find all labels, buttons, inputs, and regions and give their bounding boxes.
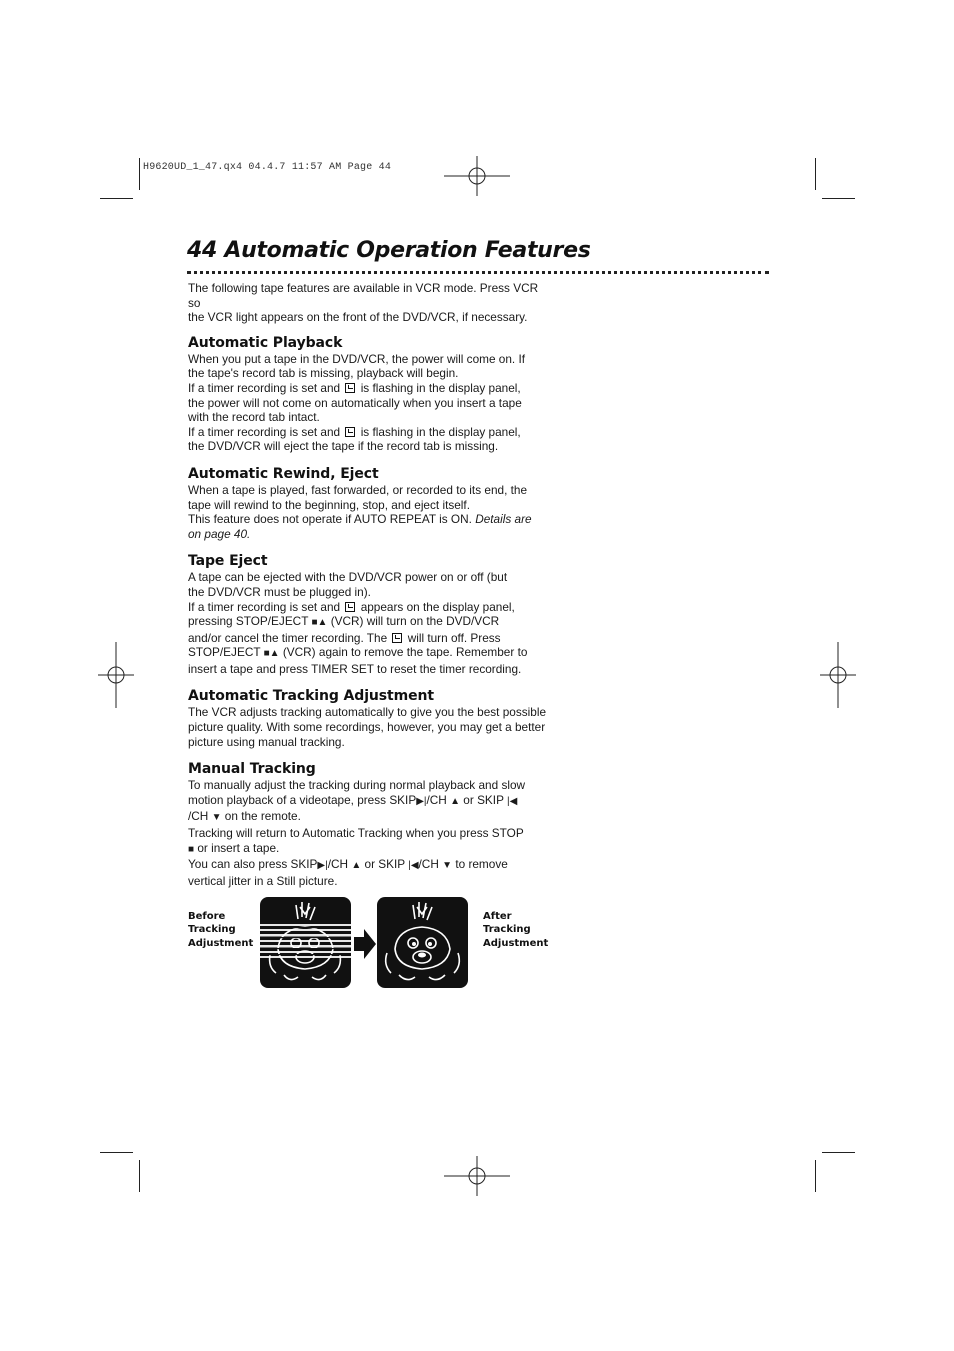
up-arrow-icon: ▲ bbox=[351, 860, 362, 872]
main-content bbox=[188, 281, 548, 888]
body-line bbox=[188, 381, 548, 396]
tv-before-image bbox=[260, 897, 351, 988]
text-run: If a timer recording is set and bbox=[188, 599, 341, 614]
timer-icon bbox=[392, 633, 402, 643]
body-line bbox=[188, 425, 548, 440]
body-line: When you put a tape in the DVD/VCR, the power will come on. If bbox=[188, 351, 526, 366]
section-tape-eject bbox=[188, 553, 548, 676]
text-run: on the remote. bbox=[224, 809, 301, 824]
registration-mark-icon bbox=[820, 642, 856, 708]
section-heading: Automatic Playback bbox=[188, 334, 343, 351]
section-heading: Automatic Tracking Adjustment bbox=[188, 688, 434, 705]
crop-mark-icon bbox=[822, 198, 855, 199]
text-run: STOP/EJECT bbox=[188, 645, 261, 660]
body-line: with the record tab intact. bbox=[188, 410, 320, 425]
body-line: the DVD/VCR will eject the tape if the record tab is missing. bbox=[188, 439, 499, 454]
page-title: 44 Automatic Operation Features bbox=[187, 238, 591, 263]
body-line bbox=[188, 841, 548, 858]
skip-next-icon: ▶| bbox=[416, 795, 427, 807]
skip-prev-icon: |◀ bbox=[507, 795, 518, 807]
body-line bbox=[188, 857, 548, 874]
timer-icon bbox=[345, 602, 355, 612]
label-line: Adjustment bbox=[483, 937, 549, 949]
body-line bbox=[188, 512, 548, 527]
body-line: picture using manual tracking. bbox=[188, 734, 345, 749]
crop-mark-icon bbox=[139, 158, 140, 190]
text-run: (VCR) again to remove the tape. Remember to bbox=[282, 645, 528, 660]
crop-mark-icon bbox=[139, 1160, 140, 1192]
section-heading: Manual Tracking bbox=[188, 761, 316, 778]
after-label bbox=[483, 910, 548, 950]
text-run: If a timer recording is set and bbox=[188, 380, 341, 395]
intro-line: The following tape features are available in VCR mode. Press VCR so bbox=[188, 281, 539, 310]
body-line: the power will not come on automatically when you insert a tape bbox=[188, 395, 522, 410]
text-run: /CH bbox=[418, 857, 439, 872]
timer-icon bbox=[345, 383, 355, 393]
text-run: /CH bbox=[327, 857, 349, 872]
before-label bbox=[188, 910, 253, 950]
label-line: After bbox=[483, 911, 512, 922]
body-line: picture quality. With some recordings, however, you may get a better bbox=[188, 720, 546, 735]
text-run: or SKIP bbox=[463, 792, 504, 807]
section-automatic-rewind-eject bbox=[188, 466, 548, 541]
crop-mark-icon bbox=[815, 158, 816, 190]
label-line: Tracking bbox=[483, 924, 531, 936]
body-line bbox=[188, 793, 548, 810]
text-run: is flashing in the display panel, bbox=[360, 380, 521, 395]
section-automatic-tracking bbox=[188, 688, 548, 749]
stop-eject-icon: ■▲ bbox=[263, 648, 280, 660]
registration-mark-icon bbox=[98, 642, 134, 708]
text-run: or insert a tape. bbox=[197, 840, 280, 855]
text-run: You can also press SKIP bbox=[188, 857, 318, 872]
text-run: motion playback of a videotape, press SKIP bbox=[188, 792, 417, 807]
text-run: This feature does not operate if AUTO REPEAT is ON. bbox=[188, 512, 472, 527]
body-line bbox=[188, 600, 548, 615]
down-arrow-icon: ▼ bbox=[211, 812, 222, 824]
section-heading: Automatic Rewind, Eject bbox=[188, 465, 379, 482]
body-line: A tape can be ejected with the DVD/VCR power on or off (but bbox=[188, 570, 508, 585]
body-line: tape will rewind to the beginning, stop, and eject itself. bbox=[188, 497, 470, 512]
page-reference: on page 40. bbox=[188, 526, 251, 541]
dotted-rule bbox=[187, 271, 769, 274]
body-line: the tape's record tab is missing, playback will begin. bbox=[188, 366, 459, 381]
down-arrow-icon: ▼ bbox=[442, 860, 453, 872]
body-line: When a tape is played, fast forwarded, or recorded to its end, the bbox=[188, 482, 528, 497]
label-line: Before bbox=[188, 911, 226, 922]
text-run: or SKIP bbox=[364, 857, 405, 872]
stop-icon: ■ bbox=[188, 843, 195, 855]
label-line: Adjustment bbox=[188, 937, 254, 949]
text-run: appears on the display panel, bbox=[360, 599, 515, 614]
crop-mark-icon bbox=[822, 1152, 855, 1153]
text-run: /CH bbox=[188, 809, 209, 824]
body-line: insert a tape and press TIMER SET to reset the timer recording. bbox=[188, 661, 522, 676]
body-line: Tracking will return to Automatic Tracking when you press STOP bbox=[188, 826, 524, 841]
crop-mark-icon bbox=[100, 198, 133, 199]
body-line: To manually adjust the tracking during normal playback and slow bbox=[188, 778, 526, 793]
text-run: (VCR) will turn on the DVD/VCR bbox=[330, 614, 500, 629]
skip-next-icon: ▶| bbox=[317, 860, 328, 872]
body-line bbox=[188, 614, 548, 631]
page-reference: Details are bbox=[475, 512, 532, 527]
text-run: /CH bbox=[426, 792, 447, 807]
text-run: will turn off. Press bbox=[407, 630, 501, 645]
registration-mark-icon bbox=[444, 156, 510, 196]
intro-line: the VCR light appears on the front of the DVD/VCR, if necessary. bbox=[188, 310, 528, 325]
body-line: the DVD/VCR must be plugged in). bbox=[188, 584, 371, 599]
tv-after-image bbox=[377, 897, 468, 988]
crop-mark-icon bbox=[815, 1160, 816, 1192]
up-arrow-icon: ▲ bbox=[450, 795, 461, 807]
body-line bbox=[188, 631, 548, 646]
text-run: pressing STOP/EJECT bbox=[188, 614, 309, 629]
stop-eject-icon: ■▲ bbox=[311, 617, 328, 629]
section-manual-tracking bbox=[188, 761, 548, 888]
text-run: and/or cancel the timer recording. The bbox=[188, 630, 388, 645]
label-line: Tracking bbox=[188, 924, 236, 936]
text-run: If a timer recording is set and bbox=[188, 424, 341, 439]
registration-mark-icon bbox=[444, 1156, 510, 1196]
text-run: is flashing in the display panel, bbox=[360, 424, 521, 439]
body-line bbox=[188, 809, 548, 826]
arrow-right-icon bbox=[354, 929, 376, 959]
print-slug: H9620UD_1_47.qx4 04.4.7 11:57 AM Page 44 bbox=[143, 162, 392, 173]
section-automatic-playback bbox=[188, 335, 548, 454]
body-line: vertical jitter in a Still picture. bbox=[188, 873, 338, 888]
section-heading: Tape Eject bbox=[188, 553, 268, 570]
body-line bbox=[188, 645, 548, 662]
skip-prev-icon: |◀ bbox=[408, 860, 419, 872]
text-run: to remove bbox=[455, 857, 508, 872]
body-line: The VCR adjusts tracking automatically to give you the best possible bbox=[188, 705, 547, 720]
timer-icon bbox=[345, 427, 355, 437]
body-line bbox=[188, 527, 548, 542]
crop-mark-icon bbox=[100, 1152, 133, 1153]
